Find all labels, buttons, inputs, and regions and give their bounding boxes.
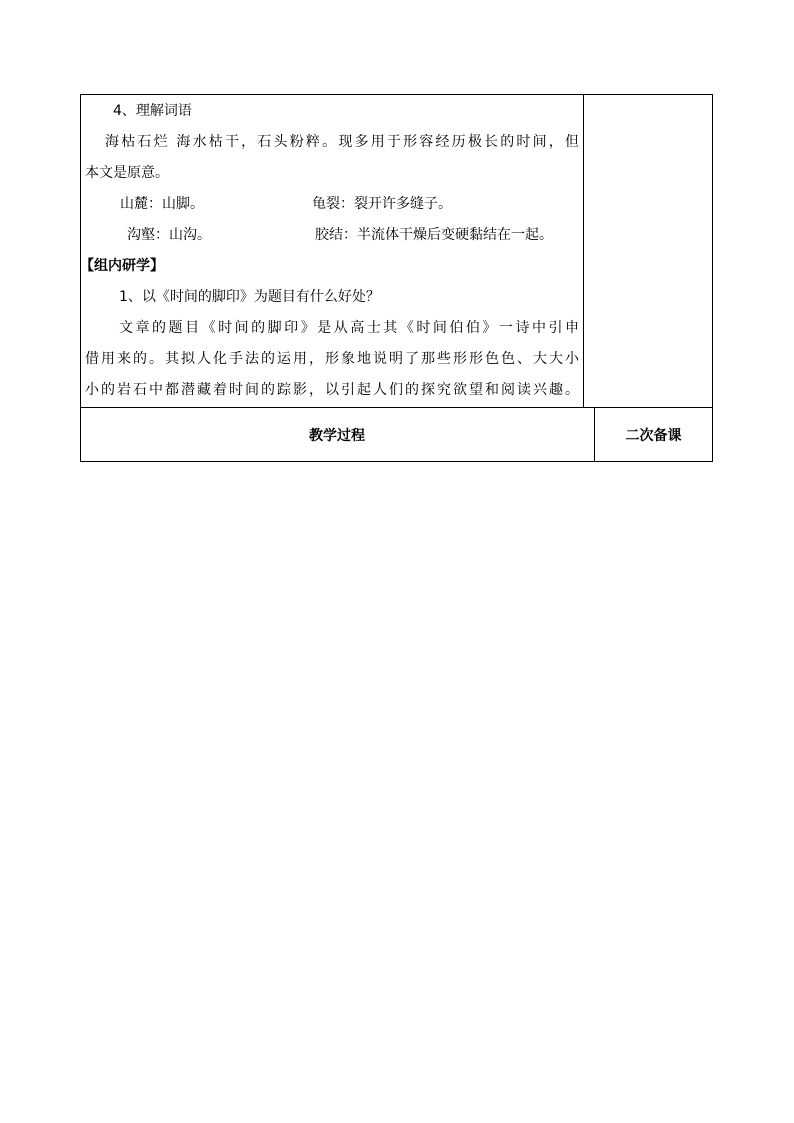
- term-row-1: [85, 189, 579, 220]
- idiom-line-2: 本文是原意。: [85, 165, 169, 181]
- column-divider-top: [583, 94, 584, 407]
- answer-line-2: 借用来的。其拟人化手法的运用，形象地说明了那些形形色色、大大小: [85, 351, 579, 367]
- term-gouhe: 沟壑：山沟。: [127, 227, 211, 243]
- section-title: 【组内研学】: [80, 258, 164, 274]
- answer-line-1: 文章的题目《时间的脚印》是从高士其《时间伯伯》一诗中引申: [119, 320, 579, 336]
- idiom-line-1: 海枯石烂 海水枯干，石头粉粹。现多用于形容经历极长的时间，但: [105, 134, 579, 150]
- lesson-content-cell: [80, 96, 579, 406]
- question-1: 1、以《时间的脚印》为题目有什么好处？: [119, 289, 380, 305]
- term-row-2: [85, 220, 579, 251]
- secondary-prep-header: 二次备课: [625, 427, 682, 444]
- answer-line-3: 小的岩石中都潜藏着时间的踪影，以引起人们的探究欲望和阅读兴趣。: [85, 382, 579, 398]
- item4-title: 4、理解词语: [113, 103, 192, 119]
- term-shanlu: 山麓：山脚。: [120, 196, 204, 212]
- teaching-process-header: 教学过程: [309, 427, 365, 444]
- term-jiaojie: 胶结：半流体干燥后变硬黏结在一起。: [315, 227, 553, 243]
- term-guilie: 龟裂：裂开许多缝子。: [312, 196, 452, 212]
